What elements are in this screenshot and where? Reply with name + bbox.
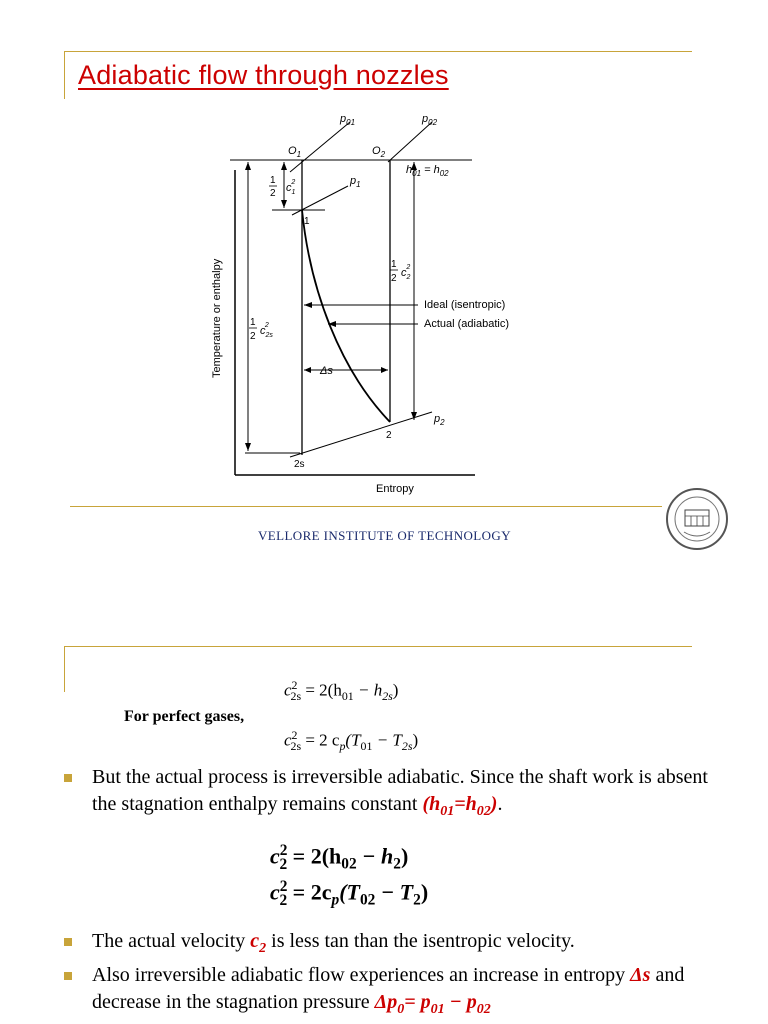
bullet-irreversible: But the actual process is irreversible adiabatic. Since the shaft work is absent the stagnation enthalpy remains constant $(h_{01}=h_{02})$. bbox=[62, 764, 732, 825]
bullet-list-1 bbox=[62, 764, 732, 825]
label-point-2: 2 bbox=[386, 430, 392, 441]
label-O1: $O_1$ bbox=[288, 145, 302, 159]
isobar-p01 bbox=[290, 122, 350, 172]
half-num-c2: 1 bbox=[391, 259, 397, 270]
bullet-entropy-increase: Also irreversible adiabatic flow experiences an increase in entropy Δs and decrease in the stagnation pressure $\Delta p_0= p_{01} - p_{02}$ bbox=[62, 962, 732, 1023]
isobar-p2 bbox=[290, 412, 432, 457]
label-point-1: 1 bbox=[304, 216, 310, 227]
label-ideal: Ideal (isentropic) bbox=[424, 299, 506, 311]
label-p2: $p_2$ bbox=[434, 413, 445, 427]
equation-c2s-enthalpy: $c^2_{2s} = 2(h_{01} - h_{2s})$ bbox=[284, 678, 399, 704]
equation-c2-temperature: $c^2_2 = 2c_p(T_{02} - T_2)$ bbox=[270, 878, 429, 909]
actual-curve bbox=[302, 210, 390, 422]
ts-diagram bbox=[200, 100, 509, 500]
frame-top-line-2 bbox=[64, 646, 692, 647]
label-delta-s: Δs bbox=[320, 365, 333, 377]
y-axis-label: Temperature or enthalpy bbox=[211, 258, 223, 378]
label-actual: Actual (adiabatic) bbox=[424, 318, 509, 330]
x-axis-label: Entropy bbox=[376, 483, 414, 495]
bullet-square-icon bbox=[64, 938, 72, 946]
bullet-actual-velocity: The actual velocity $c_2$ is less tan than the isentropic velocity. bbox=[62, 928, 732, 962]
half-den-c2s: 2 bbox=[250, 331, 256, 342]
slide-title: Adiabatic flow through nozzles bbox=[78, 60, 449, 90]
half-num-c1: 1 bbox=[270, 175, 276, 186]
vit-seal-icon bbox=[664, 486, 730, 552]
half-num-c2s: 1 bbox=[250, 317, 256, 328]
isobar-p1 bbox=[292, 186, 348, 215]
footer-line bbox=[70, 506, 662, 507]
half-den-c1: 2 bbox=[270, 188, 276, 199]
frame-left-line-2 bbox=[64, 646, 65, 692]
half-den-c2: 2 bbox=[391, 273, 397, 284]
label-h-equal: $h_{01} = h_{02}$ bbox=[406, 164, 449, 178]
footer-institute: VELLORE INSTITUTE OF TECHNOLOGY bbox=[258, 528, 511, 543]
label-p02: $p_{02}$ bbox=[422, 113, 438, 127]
equation-c2s-temperature: $c^2_{2s} = 2$ $c_p(T_{01} - T_{2s})$ bbox=[284, 728, 419, 754]
label-p01: $p_{01}$ bbox=[340, 113, 356, 127]
bullet-list-2 bbox=[62, 928, 732, 1023]
slide-2 bbox=[0, 560, 768, 1024]
perfect-gases-label: For perfect gases, bbox=[124, 708, 245, 725]
equation-c2-enthalpy: $c^2_2 = 2(h_{02} - h_2)$ bbox=[270, 842, 409, 873]
frame-top-line bbox=[64, 51, 692, 52]
label-p1: $p_1$ bbox=[350, 175, 361, 189]
label-c2s-sq: $c_{2s}2$ bbox=[260, 322, 273, 339]
label-point-2s: 2s bbox=[294, 459, 305, 470]
label-O2: $O_2$ bbox=[372, 145, 386, 159]
isobar-p02 bbox=[388, 122, 432, 162]
label-c1-sq: $c_12$ bbox=[286, 179, 296, 196]
frame-left-line bbox=[64, 51, 65, 99]
bullet-square-icon bbox=[64, 774, 72, 782]
label-c2-sq: $c_22$ bbox=[401, 264, 411, 281]
bullet-square-icon bbox=[64, 972, 72, 980]
